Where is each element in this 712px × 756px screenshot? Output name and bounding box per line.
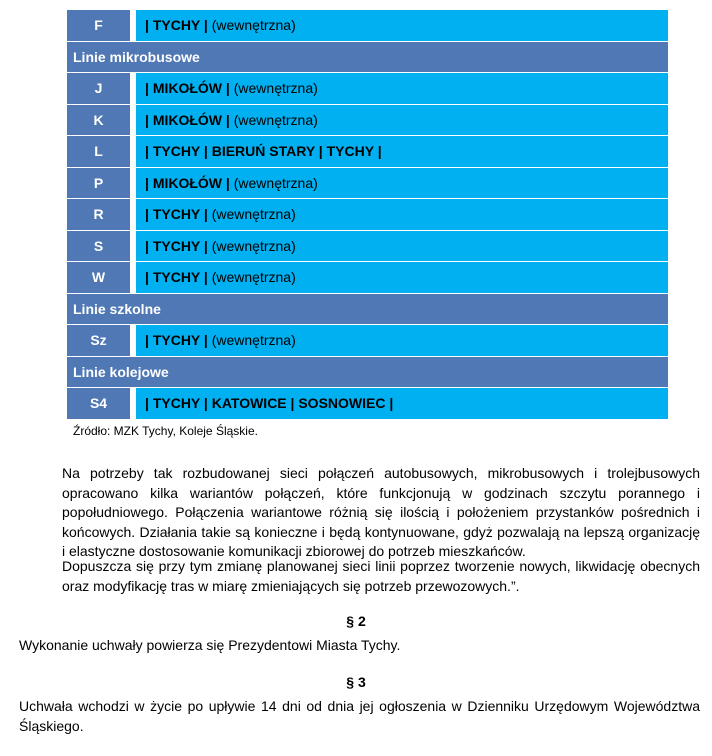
route-code: R bbox=[67, 199, 133, 230]
table-row bbox=[67, 105, 668, 137]
route-type-note: (wewnętrzna) bbox=[233, 80, 318, 96]
table-row bbox=[67, 325, 668, 357]
table-row bbox=[67, 231, 668, 263]
route-type-note: (wewnętrzna) bbox=[211, 332, 296, 348]
route-type-note: (wewnętrzna) bbox=[233, 174, 318, 191]
route-stop-name: MIKOŁÓW bbox=[152, 80, 223, 96]
route-stop-name: TYCHY bbox=[326, 143, 374, 159]
route-description: | MIKOŁÓW | (wewnętrzna) bbox=[136, 105, 668, 136]
route-stop-name: TYCHY bbox=[152, 143, 201, 159]
route-code: S4 bbox=[67, 388, 133, 419]
table-row bbox=[67, 10, 668, 42]
route-stop-name: KATOWICE bbox=[211, 395, 287, 411]
route-stop-name: TYCHY bbox=[152, 17, 201, 33]
route-description: | TYCHY | BIERUŃ STARY | TYCHY | bbox=[136, 136, 668, 167]
route-code: K bbox=[67, 105, 133, 136]
route-stop-name: SOSNOWIEC bbox=[298, 395, 386, 411]
route-stop-name: TYCHY bbox=[152, 269, 201, 285]
table-source-note: Źródło: MZK Tychy, Koleje Śląskie. bbox=[73, 424, 258, 438]
route-stop-name: BIERUŃ STARY bbox=[211, 143, 315, 159]
route-description: | TYCHY | (wewnętrzna) bbox=[136, 262, 668, 293]
table-section-header: Linie mikrobusowe bbox=[67, 42, 668, 74]
route-code: P bbox=[67, 168, 133, 199]
route-description: | TYCHY | (wewnętrzna) bbox=[136, 231, 668, 262]
route-description: | TYCHY | KATOWICE | SOSNOWIEC | bbox=[136, 388, 668, 419]
route-type-note: (wewnętrzna) bbox=[211, 269, 296, 285]
route-code: S bbox=[67, 231, 133, 262]
route-type-note: (wewnętrzna) bbox=[211, 206, 296, 222]
route-stop-name: TYCHY bbox=[152, 237, 201, 254]
route-description: | MIKOŁÓW | (wewnętrzna) bbox=[136, 168, 668, 199]
route-type-note: (wewnętrzna) bbox=[211, 17, 296, 33]
table-section-header: Linie kolejowe bbox=[67, 357, 668, 389]
route-code: L bbox=[67, 136, 133, 167]
route-stop-name: TYCHY bbox=[152, 395, 201, 411]
paragraph-network-changes: Dopuszcza się przy tym zmianę planowanej sieci linii poprzez tworzenie nowych, likwidację obecnych oraz modyfikację tras w miarę zmieniających się potrzeb przewozowych.”. bbox=[62, 558, 700, 594]
route-description: | TYCHY | (wewnętrzna) bbox=[136, 10, 668, 41]
route-code: W bbox=[67, 262, 133, 293]
route-type-note: (wewnętrzna) bbox=[211, 237, 296, 254]
route-description: | TYCHY | (wewnętrzna) bbox=[136, 199, 668, 230]
route-code: F bbox=[67, 10, 133, 41]
route-stop-name: MIKOŁÓW bbox=[152, 111, 223, 128]
table-row bbox=[67, 73, 668, 105]
table-row bbox=[67, 388, 668, 420]
route-description: | MIKOŁÓW | (wewnętrzna) bbox=[136, 73, 668, 104]
route-code: J bbox=[67, 73, 133, 104]
table-row bbox=[67, 136, 668, 168]
route-stop-name: TYCHY bbox=[152, 206, 201, 222]
route-stop-name: TYCHY bbox=[152, 332, 201, 348]
section-3-heading: § 3 bbox=[346, 674, 366, 690]
table-row bbox=[67, 168, 668, 200]
section-2-heading: § 2 bbox=[346, 613, 366, 629]
table-section-header: Linie szkolne bbox=[67, 294, 668, 326]
section-3-text: Uchwała wchodzi w życie po upływie 14 dni od dnia jej ogłoszenia w Dzienniku Urzędowym Województwa Śląskiego. bbox=[19, 698, 700, 734]
paragraph-variants: Na potrzeby tak rozbudowanej sieci połączeń autobusowych, mikrobusowych i trolejbusowych opracowano kilka wariantów połączeń, które funkcjonują w godzinach szczytu porannego i popołudniowego. Połączenia wariantowe różnią się ilością i położeniem przystanków pośrednich i końcowych. Działania takie są konieczne i będą kontynuowane, gdyż pozwalają na lepszą organizację i elastyczne dostosowanie komunikacji zbiorowej do potrzeb mieszkańców. bbox=[62, 465, 700, 559]
section-2-text: Wykonanie uchwały powierza się Prezydentowi Miasta Tychy. bbox=[19, 637, 401, 653]
table-row bbox=[67, 199, 668, 231]
route-stop-name: MIKOŁÓW bbox=[152, 174, 223, 191]
route-table bbox=[67, 10, 668, 420]
route-type-note: (wewnętrzna) bbox=[233, 111, 318, 128]
table-row bbox=[67, 262, 668, 294]
route-code: Sz bbox=[67, 325, 133, 356]
route-description: | TYCHY | (wewnętrzna) bbox=[136, 325, 668, 356]
